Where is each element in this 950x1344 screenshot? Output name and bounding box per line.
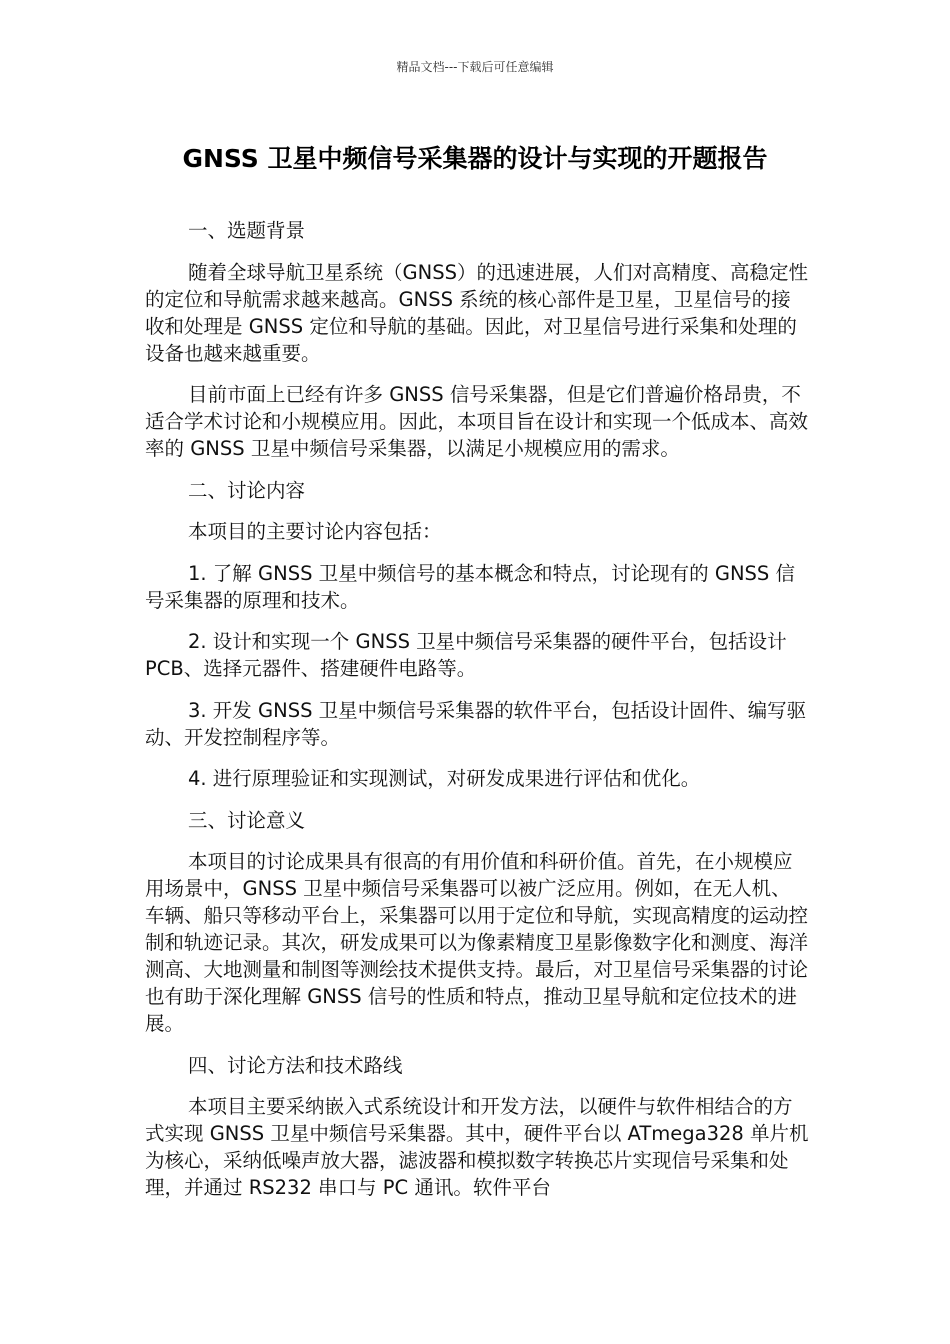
paragraph: 本项目的讨论成果具有很高的有用价值和科研价值。首先，在小规模应用场景中，GNSS 卫星中频信号采集器可以被广泛应用。例如，在无人机、车辆、船只等移动平台上，采集器可以用于定位和导航，实现高精度的运动控制和轨迹记录。其次，研发成果可以为像素精度卫星影像数字化和测度、海洋测高、大地测量和制图等测绘技术提供支持。最后，对卫星信号采集器的讨论也有助于深化理解 GNSS 信号的性质和特点，推动卫星导航和定位技术的进展。 bbox=[145, 850, 809, 1035]
document-body bbox=[145, 217, 810, 1216]
section-heading-content: 二、讨论内容 bbox=[188, 478, 306, 502]
paragraph: 本项目主要采纳嵌入式系统设计和开发方法，以硬件与软件相结合的方式实现 GNSS 卫星中频信号采集器。其中，硬件平台以 ATmega328 单片机为核心，采纳低噪声放大器，滤波器和模拟数字转换芯片实现信号采集和处理，并通过 RS232 串口与 PC 通讯。软件平台 bbox=[145, 1095, 809, 1199]
list-item: 4. 进行原理验证和实现测试，对研发成果进行评估和优化。 bbox=[188, 767, 701, 790]
document-title: GNSS 卫星中频信号采集器的设计与实现的开题报告 bbox=[182, 144, 768, 173]
section-heading-methods: 四、讨论方法和技术路线 bbox=[188, 1053, 403, 1077]
list-item: 3. 开发 GNSS 卫星中频信号采集器的软件平台，包括设计固件、编写驱动、开发控制程序等。 bbox=[145, 698, 807, 749]
paragraph: 目前市面上已经有许多 GNSS 信号采集器，但是它们普遍价格昂贵，不适合学术讨论和小规模应用。因此，本项目旨在设计和实现一个低成本、高效率的 GNSS 卫星中频信号采集器，以满足小规模应用的需求。 bbox=[145, 383, 809, 460]
section-heading-background: 一、选题背景 bbox=[188, 219, 306, 242]
paragraph: 随着全球导航卫星系统（GNSS）的迅速进展，人们对高精度、高稳定性的定位和导航需求越来越高。GNSS 系统的核心部件是卫星，卫星信号的接收和处理是 GNSS 定位和导航的基础。因此，对卫星信号进行采集和处理的设备也越来越重要。 bbox=[145, 260, 808, 365]
header-note: 精品文档---下载后可任意编辑 bbox=[396, 60, 554, 74]
list-item: 1. 了解 GNSS 卫星中频信号的基本概念和特点，讨论现有的 GNSS 信号采集器的原理和技术。 bbox=[145, 561, 796, 612]
paragraph: 本项目的主要讨论内容包括： bbox=[188, 520, 442, 543]
section-heading-significance: 三、讨论意义 bbox=[188, 808, 306, 832]
list-item: 2. 设计和实现一个 GNSS 卫星中频信号采集器的硬件平台，包括设计 PCB、选择元器件、搭建硬件电路等。 bbox=[145, 630, 787, 680]
